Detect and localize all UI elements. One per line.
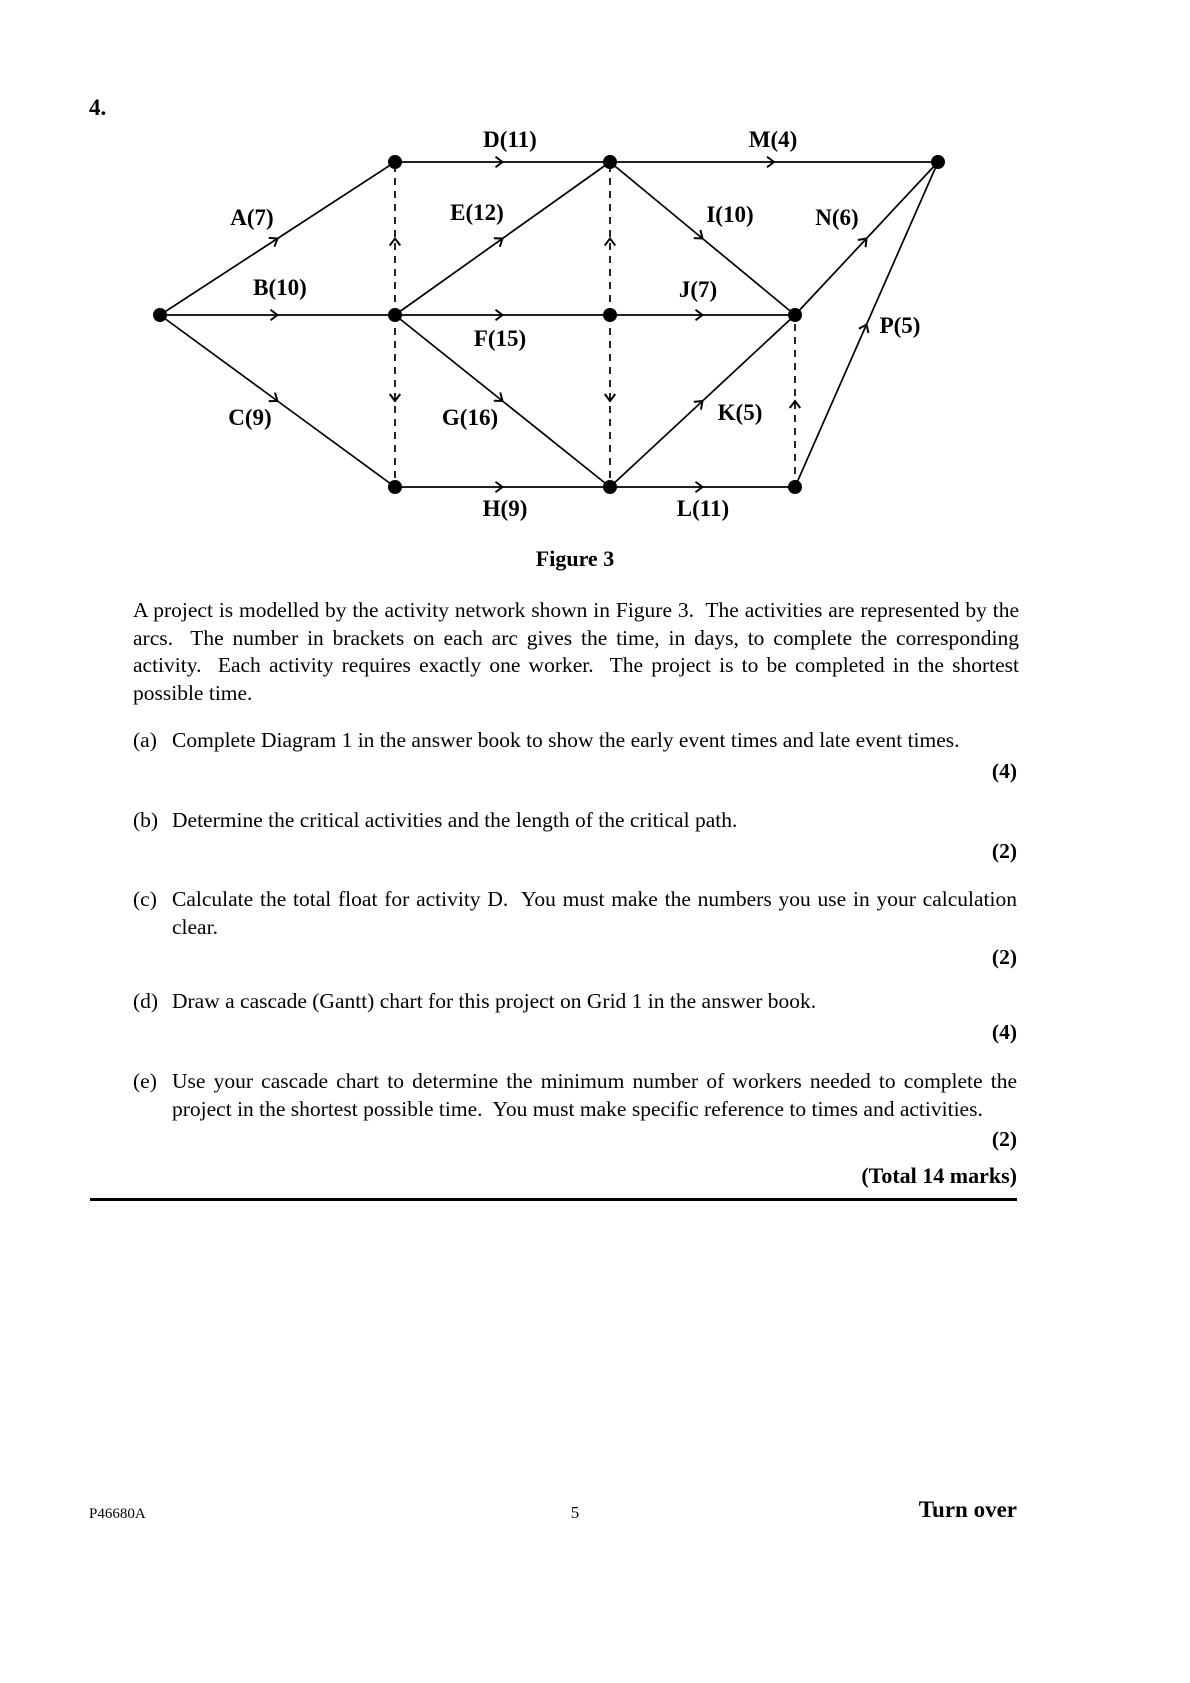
paper-code: P46680A	[89, 1506, 146, 1522]
arc-label-K: K(5)	[717, 400, 763, 425]
arc-label-A: A(7)	[230, 205, 274, 230]
event-node-rightMid	[788, 308, 802, 322]
question-part-d	[133, 988, 1017, 1046]
arc-label-D: D(11)	[483, 127, 537, 152]
arc-label-J: J(7)	[678, 277, 718, 302]
arc-label-M: M(4)	[748, 127, 798, 152]
figure-caption: Figure 3	[535, 546, 615, 571]
part-text: Determine the critical activities and the length of the critical path.	[172, 808, 738, 832]
event-node-topLeft	[388, 155, 402, 169]
event-node-topMid	[603, 155, 617, 169]
arc-label-L: L(11)	[676, 496, 730, 521]
part-label: (a)	[133, 728, 157, 752]
arc-label-I: I(10)	[706, 202, 754, 227]
event-node-start	[153, 308, 167, 322]
arc-label-N: N(6)	[815, 205, 859, 230]
page-number: 5	[570, 1503, 580, 1522]
part-text: Use your cascade chart to determine the minimum number of workers needed to complete the project in the shortest possible time. You must make specific reference to times and activities.	[172, 1069, 1023, 1121]
activity-arc-C	[160, 315, 395, 487]
part-marks: (4)	[991, 758, 1017, 783]
turn-over-label: Turn over	[918, 1497, 1017, 1522]
arc-label-H: H(9)	[482, 496, 528, 521]
question-part-e	[133, 1068, 1023, 1154]
activity-arc-N	[795, 162, 938, 315]
question-part-a	[133, 727, 1017, 785]
arc-label-P: P(5)	[879, 313, 921, 338]
divider-rule	[90, 1198, 1017, 1201]
question-part-b	[133, 807, 1017, 865]
part-text: Complete Diagram 1 in the answer book to show the early event times and late event times.	[172, 728, 960, 752]
part-label: (d)	[133, 989, 159, 1013]
part-label: (b)	[133, 808, 159, 832]
total-marks: (Total 14 marks)	[861, 1163, 1017, 1188]
arc-label-F: F(15)	[473, 326, 527, 351]
part-text: Calculate the total float for activity D. You must make the numbers you use in your calculation clear.	[172, 887, 1023, 939]
part-marks: (4)	[991, 1019, 1017, 1044]
activity-network-diagram	[100, 125, 1050, 555]
arc-label-C: C(9)	[228, 405, 272, 430]
part-marks: (2)	[991, 1127, 1017, 1152]
question-number: 4.	[89, 95, 107, 120]
event-node-botLeft	[388, 480, 402, 494]
event-node-end	[931, 155, 945, 169]
event-node-mid	[603, 308, 617, 322]
arc-label-G: G(16)	[441, 405, 499, 430]
part-marks: (2)	[991, 945, 1017, 970]
part-label: (e)	[133, 1069, 157, 1093]
activity-arc-E	[395, 162, 610, 315]
part-marks: (2)	[991, 838, 1017, 863]
question-intro: A project is modelled by the activity network shown in Figure 3. The activities are represented by the arcs. The number in brackets on each arc gives the time, in days, to complete the corresponding activity. Each activity requires exactly one worker. The project is to be completed in the shortest possible time.	[133, 598, 1025, 705]
arc-label-B: B(10)	[253, 275, 307, 300]
event-node-botRight	[788, 480, 802, 494]
event-node-midLeft	[388, 308, 402, 322]
activity-arc-K	[610, 315, 795, 487]
part-text: Draw a cascade (Gantt) chart for this project on Grid 1 in the answer book.	[172, 989, 817, 1013]
part-label: (c)	[133, 887, 157, 911]
event-node-botMid	[603, 480, 617, 494]
arc-label-E: E(12)	[450, 200, 504, 225]
question-part-c	[133, 886, 1023, 972]
